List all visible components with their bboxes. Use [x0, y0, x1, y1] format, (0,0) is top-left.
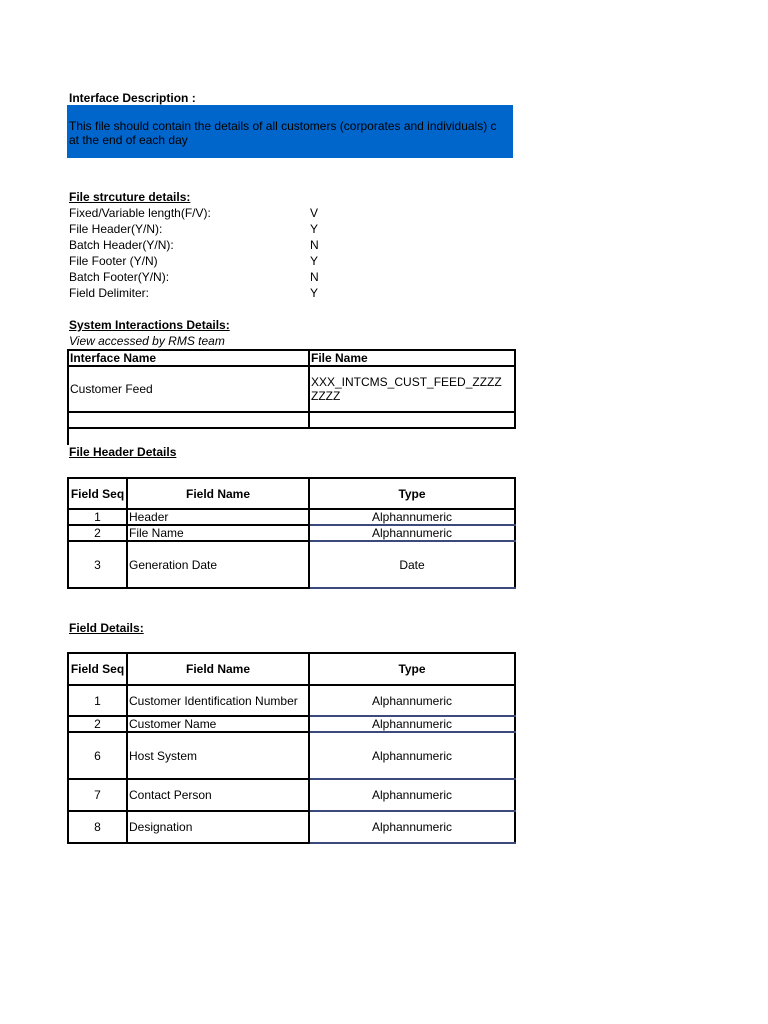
empty-cell [309, 412, 515, 428]
structure-value-file-footer: Y [310, 254, 319, 268]
interface-description-line-2: at the end of each day [69, 133, 188, 147]
field-details-heading: Field Details: [69, 621, 144, 635]
structure-label-field-delimiter: Field Delimiter: [69, 286, 150, 300]
interface-description-box [67, 105, 513, 158]
structure-value-batch-header: N [310, 238, 319, 252]
field-seq-cell: 2 [68, 525, 127, 541]
field-seq-cell: 3 [68, 541, 127, 588]
table-row [68, 685, 515, 716]
col-header-field-seq: Field Seq [68, 478, 127, 509]
col-header-field-name: Field Name [127, 478, 309, 509]
file-name-line-1: XXX_INTCMS_CUST_FEED_ZZZZ [311, 375, 502, 389]
file-name-line-2: ZZZZ [311, 389, 341, 403]
field-details-table [67, 652, 516, 844]
structure-value-batch-footer: N [310, 270, 319, 284]
interface-description-heading: Interface Description : [69, 91, 196, 105]
col-header-field-name: Field Name [127, 653, 309, 685]
structure-label-file-footer: File Footer (Y/N) [69, 254, 158, 268]
table-edge-divider [67, 429, 69, 445]
system-interactions-table [67, 349, 516, 429]
file-header-table [67, 477, 516, 589]
table-row [68, 509, 515, 525]
field-name-cell: Host System [127, 732, 309, 779]
field-type-cell: Alphannumeric [309, 779, 515, 811]
table-row [68, 779, 515, 811]
field-name-cell: Generation Date [127, 541, 309, 588]
structure-label-batch-footer: Batch Footer(Y/N): [69, 270, 170, 284]
field-name-cell: Customer Identification Number [127, 685, 309, 716]
structure-label-fixed-variable: Fixed/Variable length(F/V): [69, 206, 211, 220]
field-seq-cell: 6 [68, 732, 127, 779]
system-interactions-note: View accessed by RMS team [69, 334, 225, 348]
field-name-cell: File Name [127, 525, 309, 541]
table-row [68, 541, 515, 588]
field-name-cell: Contact Person [127, 779, 309, 811]
structure-label-batch-header: Batch Header(Y/N): [69, 238, 174, 252]
cell-file-name [309, 366, 515, 412]
field-type-cell: Alphannumeric [309, 811, 515, 843]
table-row [68, 525, 515, 541]
col-header-interface-name: Interface Name [68, 350, 309, 366]
interface-description-line-1: This file should contain the details of all customers (corporates and individuals) c [69, 119, 497, 133]
structure-value-file-header: Y [310, 222, 319, 236]
field-type-cell: Alphannumeric [309, 685, 515, 716]
field-name-cell: Customer Name [127, 716, 309, 732]
table-row [68, 732, 515, 779]
field-type-cell: Date [309, 541, 515, 588]
field-type-cell: Alphannumeric [309, 716, 515, 732]
table-row [68, 716, 515, 732]
field-type-cell: Alphannumeric [309, 732, 515, 779]
field-name-cell: Designation [127, 811, 309, 843]
col-header-type: Type [309, 653, 515, 685]
col-header-file-name: File Name [309, 350, 515, 366]
empty-cell [68, 412, 309, 428]
cell-interface-name: Customer Feed [68, 366, 309, 412]
field-seq-cell: 7 [68, 779, 127, 811]
system-interactions-heading: System Interactions Details: [69, 318, 230, 332]
structure-value-fixed-variable: V [310, 206, 319, 220]
field-type-cell: Alphannumeric [309, 525, 515, 541]
table-row [68, 811, 515, 843]
field-type-cell: Alphannumeric [309, 509, 515, 525]
file-header-details-heading: File Header Details [69, 445, 177, 459]
field-name-cell: Header [127, 509, 309, 525]
field-seq-cell: 1 [68, 685, 127, 716]
structure-value-field-delimiter: Y [310, 286, 319, 300]
col-header-field-seq: Field Seq [68, 653, 127, 685]
field-seq-cell: 1 [68, 509, 127, 525]
field-seq-cell: 8 [68, 811, 127, 843]
structure-label-file-header: File Header(Y/N): [69, 222, 163, 236]
col-header-type: Type [309, 478, 515, 509]
file-structure-heading: File strcuture details: [69, 190, 191, 204]
field-seq-cell: 2 [68, 716, 127, 732]
